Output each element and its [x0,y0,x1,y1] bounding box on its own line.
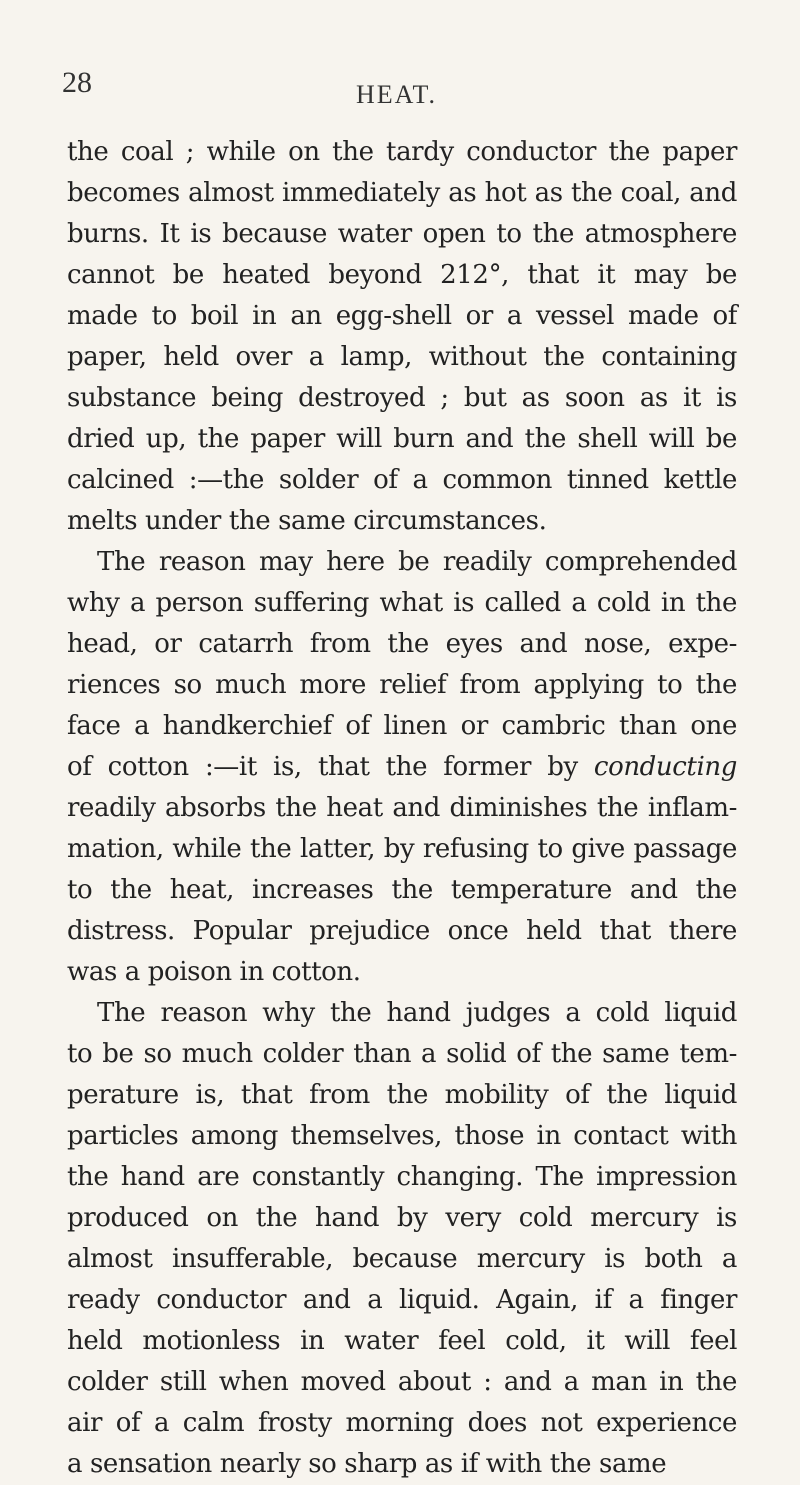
text-line [67,1362,737,1403]
text-fragment: riences so much more relief from applying to the [67,670,737,700]
text-fragment: dried up, the paper will burn and the shell will be [67,424,737,454]
text-line [67,952,737,993]
text-fragment: paper, held over a lamp, without the containing [67,342,737,372]
text-fragment: made to boil in an egg-shell or a vessel made of [67,301,737,331]
text-fragment: produced on the hand by very cold mercury is [67,1203,737,1233]
text-line [67,583,737,624]
text-fragment: perature is, that from the mobility of the liquid [67,1080,737,1110]
text-fragment: why a person suffering what is called a cold in the [67,588,737,618]
text-line [67,665,737,706]
text-line [67,419,737,460]
text-fragment: to be so much colder than a solid of the same tem- [67,1039,737,1069]
text-fragment: burns. It is because water open to the atmosphere [67,219,737,249]
text-fragment: melts under the same circumstances. [67,506,547,536]
text-line [67,1075,737,1116]
text-fragment: ready conductor and a liquid. Again, if a finger [67,1285,737,1315]
text-line [67,1198,737,1239]
text-fragment: held motionless in water feel cold, it will feel [67,1326,737,1356]
text-fragment: the hand are constantly changing. The impression [67,1162,737,1192]
text-fragment: distress. Popular prejudice once held that there [67,916,737,946]
text-line [67,788,737,829]
text-line [67,829,737,870]
text-fragment: cannot be heated beyond 212°, that it may be [67,260,737,290]
text-line [67,1116,737,1157]
text-line [67,993,737,1034]
text-fragment: calcined :—the solder of a common tinned kettle [67,465,737,495]
text-fragment: particles among themselves, those in contact with [67,1121,737,1151]
text-fragment: head, or catarrh from the eyes and nose, expe- [67,629,737,659]
italic-text: conducting [593,752,737,782]
text-line [67,706,737,747]
text-fragment: The reason may here be readily comprehended [97,547,737,577]
text-fragment: readily absorbs the heat and diminishes the inflam- [67,793,737,823]
text-line [67,542,737,583]
text-line [67,296,737,337]
text-fragment: a sensation nearly so sharp as if with the same [67,1449,667,1479]
text-fragment: almost insufferable, because mercury is both a [67,1244,737,1274]
text-fragment: face a handkerchief of linen or cambric than one [67,711,737,741]
text-fragment: to the heat, increases the temperature and the [67,875,737,905]
text-line [67,255,737,296]
text-line [67,1321,737,1362]
text-line [67,1444,737,1485]
text-line [67,173,737,214]
text-fragment: mation, while the latter, by refusing to give passage [67,834,737,864]
text-fragment: The reason why the hand judges a cold liquid [97,998,737,1028]
text-fragment: air of a calm frosty morning does not experience [67,1408,737,1438]
text-line [67,1403,737,1444]
text-line [67,132,737,173]
text-line [67,1157,737,1198]
text-fragment: the coal ; while on the tardy conductor the paper [67,137,737,167]
text-line [67,624,737,665]
text-line [67,1280,737,1321]
text-line [67,460,737,501]
text-fragment: of cotton :—it is, that the former by [67,752,594,782]
text-line [67,747,737,788]
running-title: HEAT. [356,80,438,109]
body-text [67,132,737,1485]
page-number: 28 [62,66,92,99]
text-line [67,1034,737,1075]
text-line [67,378,737,419]
text-line [67,1239,737,1280]
text-line [67,501,737,542]
text-line [67,911,737,952]
text-line [67,214,737,255]
text-fragment: colder still when moved about : and a man in the [67,1367,737,1397]
text-line [67,337,737,378]
text-fragment: substance being destroyed ; but as soon as it is [67,383,737,413]
text-fragment: was a poison in cotton. [67,957,361,987]
text-line [67,870,737,911]
text-fragment: becomes almost immediately as hot as the coal, and [67,178,737,208]
